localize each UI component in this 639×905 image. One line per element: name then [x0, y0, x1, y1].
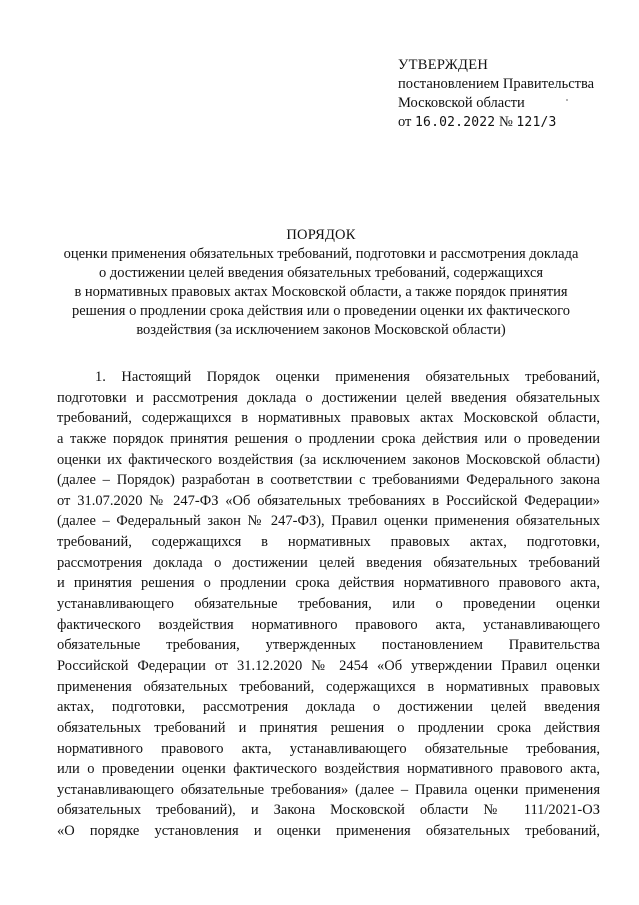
title-line: оценки применения обязательных требований, подготовки и рассмотрения доклада [63, 246, 579, 262]
body-line: устанавливающего обязательные требования» (далее – Правила оценки применения [57, 781, 600, 798]
scan-speck [566, 99, 568, 101]
body-line: рассмотрения доклада о достижении целей введения обязательных требований [57, 554, 600, 571]
body-line: (далее – Порядок) разработан в соответствии с требованиями Федерального закона [57, 472, 600, 489]
approval-line-2: Московской области [398, 95, 525, 111]
body-line: Российской Федерации от 31.12.2020 № 2454 «Об утверждении Правил оценки [57, 657, 600, 674]
title-heading: ПОРЯДОК [286, 227, 356, 243]
title-line: о достижении целей введения обязательных требований, содержащихся [98, 265, 544, 281]
body-line: от 31.07.2020 № 247-ФЗ «Об обязательных требованиях в Российской Федерации» [57, 492, 600, 509]
date-prefix: от [398, 114, 412, 130]
body-line: обязательные требования, утвержденных постановлением Правительства [57, 637, 600, 654]
body-line: или о проведении оценки фактического воздействия нормативного правового акта, [57, 761, 600, 778]
approval-header: УТВЕРЖДЕН [398, 57, 489, 73]
body-line: (далее – Федеральный закон № 247-ФЗ), Правил оценки применения обязательных [57, 513, 600, 530]
body-line: и принятия решения о продлении срока действия нормативного правового акта, [57, 575, 600, 592]
approval-stamp [398, 56, 594, 132]
title-line: решения о продлении срока действия или о проведении оценки их фактического [71, 303, 571, 319]
number-prefix: № [498, 114, 513, 130]
title-line: в нормативных правовых актах Московской области, а также порядок принятия [74, 284, 568, 300]
body-line: обязательных требований), и Закона Московской области № 111/2021-ОЗ [57, 802, 600, 819]
body-line: нормативного правового акта, устанавливающего обязательные требования, [57, 740, 600, 757]
body-line: «О порядке установления и оценки применения обязательных требований, [57, 823, 600, 840]
body-paragraph [57, 367, 600, 842]
approval-line-1: постановлением Правительства [398, 76, 595, 92]
body-line: требований, содержащихся в нормативных правовых актах Московской области, [57, 410, 600, 427]
body-line: применения обязательных требований, содержащихся в нормативных правовых [57, 678, 600, 695]
body-line: подготовки и рассмотрения доклада о достижении целей введения обязательных [57, 389, 600, 406]
body-line: устанавливающего обязательные требования, или о проведении оценки [57, 596, 600, 613]
body-line: оценки их фактического воздействия (за исключением законов Московской области) [57, 451, 600, 468]
document-title [40, 226, 602, 340]
body-line: обязательных требований и принятия решения о продлении срока действия [57, 719, 600, 736]
body-line: 1. Настоящий Порядок оценки применения обязательных требований, [95, 369, 600, 385]
body-line: актах, подготовки, рассмотрения доклада о достижении целей введения [57, 699, 600, 716]
body-line: фактического воздействия нормативного правового акта, устанавливающего [57, 616, 600, 633]
approval-date-line [398, 113, 594, 132]
approval-date: 16.02.2022 [415, 115, 496, 130]
body-line: требований, содержащихся в нормативных правовых актах, подготовки, [57, 534, 600, 551]
approval-number: 121/3 [516, 115, 557, 130]
body-line: а также порядок принятия решения о продлении срока действия или о проведении [57, 430, 600, 447]
title-line: воздействия (за исключением законов Московской области) [136, 322, 506, 338]
